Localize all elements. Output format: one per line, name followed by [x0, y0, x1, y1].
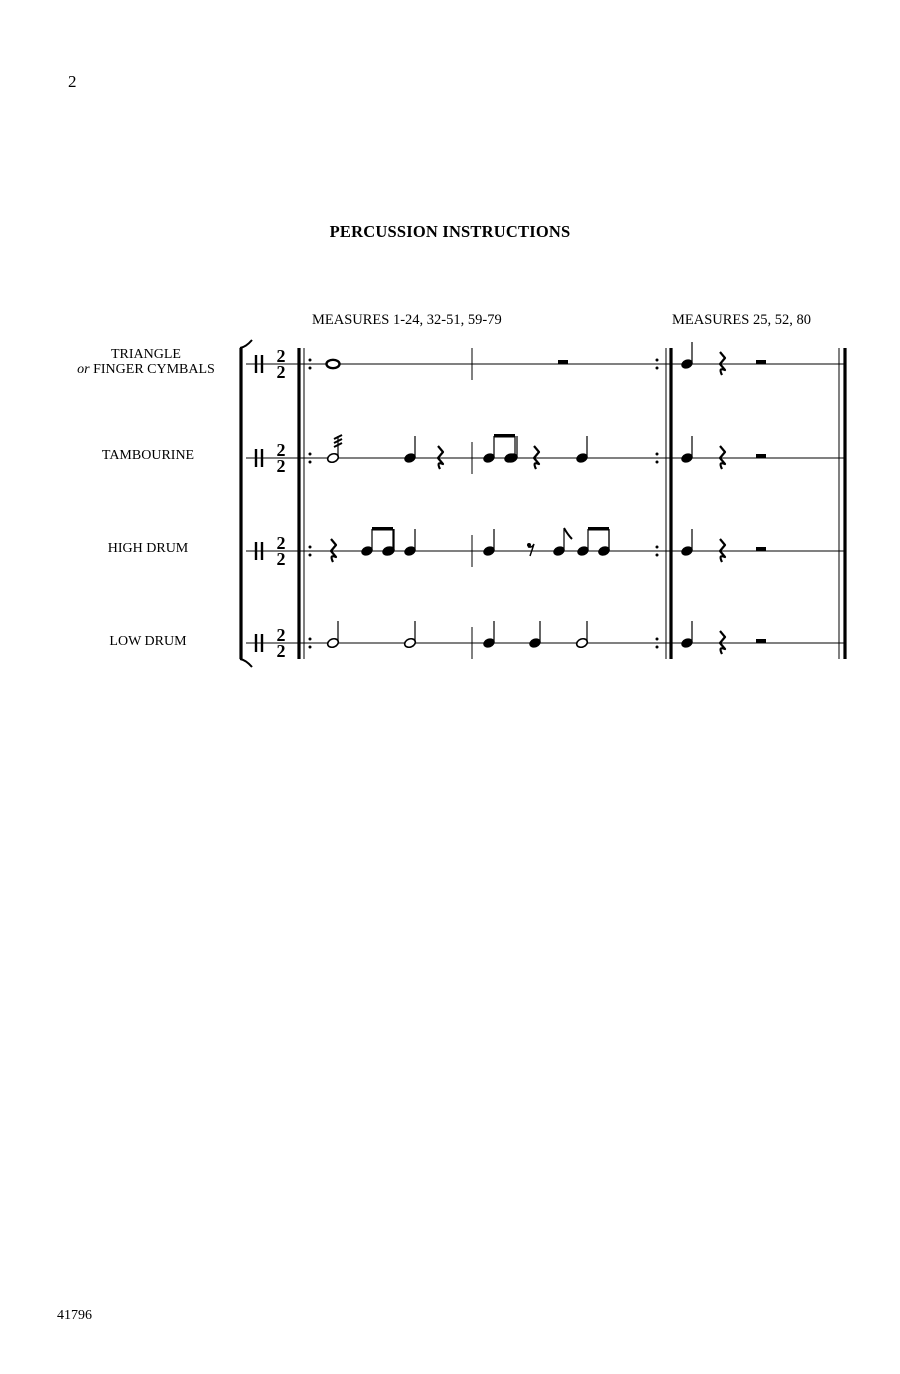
page-number: 2: [68, 72, 77, 91]
repeat-dot: [309, 646, 312, 649]
time-signature-top: 2: [276, 346, 286, 366]
repeat-dot: [309, 554, 312, 557]
repeat-dot: [309, 367, 312, 370]
section-label-repeated-measures: MEASURES 1-24, 32-51, 59-79: [312, 312, 502, 328]
half-rest: [756, 547, 766, 551]
repeat-dot: [656, 546, 659, 549]
repeat-dot: [309, 638, 312, 641]
repeat-dot: [309, 461, 312, 464]
half-rest: [756, 639, 766, 643]
time-signature-top: 2: [276, 440, 286, 460]
half-rest: [558, 360, 568, 364]
time-signature-top: 2: [276, 625, 286, 645]
time-signature-top: 2: [276, 533, 286, 553]
repeat-dot: [656, 638, 659, 641]
page-heading: PERCUSSION INSTRUCTIONS: [329, 222, 571, 241]
repeat-dot: [656, 453, 659, 456]
eighth-beam: [494, 434, 515, 438]
time-signature-bottom: 2: [276, 362, 286, 382]
repeat-dot: [309, 453, 312, 456]
eighth-flag: [564, 528, 572, 539]
time-signature-bottom: 2: [276, 641, 286, 661]
section-label-ending-measures: MEASURES 25, 52, 80: [672, 312, 811, 328]
repeat-dot: [656, 646, 659, 649]
catalog-number: 41796: [57, 1308, 92, 1323]
repeat-dot: [309, 359, 312, 362]
system-bracket-top-hook: [240, 340, 252, 348]
instrument-label-low-drum: LOW DRUM: [109, 634, 187, 649]
system-bracket-bottom-hook: [240, 659, 252, 667]
whole-note: [327, 360, 340, 368]
repeat-dot: [656, 554, 659, 557]
half-rest: [756, 454, 766, 458]
eighth-beam: [588, 527, 609, 531]
repeat-dot: [309, 546, 312, 549]
instrument-label-italic-or: or: [77, 362, 90, 377]
time-signature-bottom: 2: [276, 549, 286, 569]
half-rest: [756, 360, 766, 364]
instrument-label-tambourine: TAMBOURINE: [101, 448, 195, 463]
repeat-dot: [656, 367, 659, 370]
instrument-label-high-drum: HIGH DRUM: [107, 541, 189, 556]
repeat-dot: [656, 461, 659, 464]
instrument-label-line1: TRIANGLE: [111, 347, 181, 362]
repeat-dot: [656, 359, 659, 362]
instrument-label-rest: FINGER CYMBALS: [89, 362, 215, 377]
time-signature-bottom: 2: [276, 456, 286, 476]
eighth-beam: [372, 527, 393, 531]
